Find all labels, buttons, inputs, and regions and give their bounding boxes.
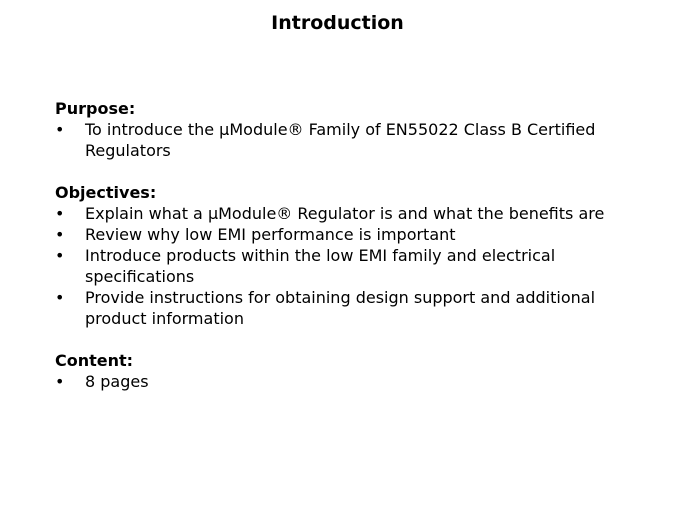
bullet-list [55,119,645,161]
bullet-item [55,203,645,224]
content-section [55,350,645,392]
bullet-icon: • [55,225,65,244]
bullet-text: Provide instructions for obtaining design support and additional product information [85,288,596,328]
bullet-list [55,203,645,329]
section-heading: Purpose: [55,99,136,118]
bullet-icon: • [55,372,65,391]
bullet-icon: • [55,246,65,265]
bullet-item [55,287,645,329]
slide-content [55,98,645,413]
bullet-item [55,119,645,161]
bullet-text: To introduce the µModule® Family of EN55022 Class B Certified Regulators [85,120,596,160]
bullet-icon: • [55,288,65,307]
bullet-item [55,371,645,392]
section-heading: Content: [55,351,134,370]
objectives-section [55,182,645,329]
section-heading: Objectives: [55,183,157,202]
bullet-list [55,371,645,392]
bullet-text: Review why low EMI performance is important [85,225,456,244]
bullet-text: Explain what a µModule® Regulator is and what the benefits are [85,204,605,223]
bullet-item [55,245,645,287]
bullet-item [55,224,645,245]
bullet-text: Introduce products within the low EMI family and electrical specifications [85,246,556,286]
bullet-text: 8 pages [85,372,149,391]
bullet-icon: • [55,204,65,223]
bullet-icon: • [55,120,65,139]
purpose-section [55,98,645,161]
slide-title: Introduction [271,12,404,34]
